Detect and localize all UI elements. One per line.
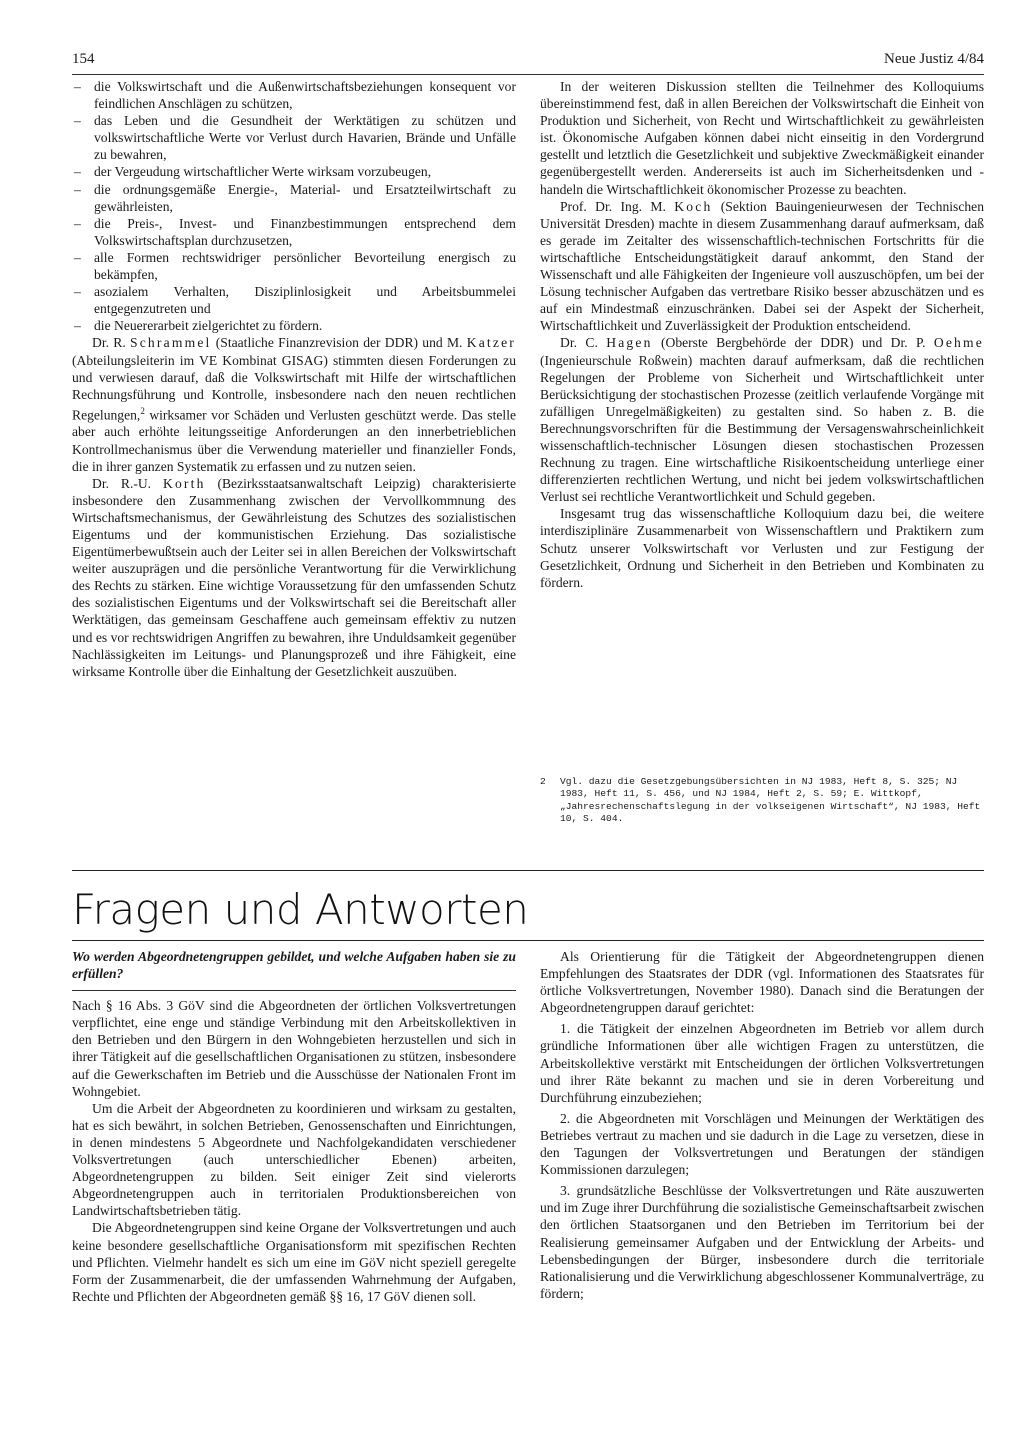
list-item: – die Volkswirtschaft und die Außenwirtschaftsbeziehungen konsequent vor feindlichen Anschlägen zu schützen, (72, 78, 516, 112)
question-heading: Wo werden Abgeordnetengruppen gebildet, und welche Aufgaben haben sie zu erfüllen? (72, 949, 516, 982)
footnote-text: Vgl. dazu die Gesetzgebungsübersichten in NJ 1983, Heft 8, S. 325; NJ 1983, Heft 11, S. 456, und NJ 1984, Heft 2, S. 59; E. Wittkopf, „Jahresrechenschaftslegung in der volkseigenen Wirtschaft“, NJ 1983, Heft 10, S. 404. (560, 776, 981, 824)
list-item: – die Neuererarbeit zielgerichtet zu fördern. (72, 317, 516, 334)
demands-list (72, 78, 516, 334)
list-item: – das Leben und die Gesundheit der Werktätigen zu schützen und volkswirtschaftliche Werte vor Verlust durch Havarien, Brände und Unfälle zu bewahren, (72, 112, 516, 163)
qa-left-column (72, 948, 516, 1305)
page-header (72, 50, 984, 75)
right-column-top (540, 78, 984, 591)
author-name: Hagen (606, 335, 653, 351)
paragraph-discussion: In der weiteren Diskussion stellten die Teilnehmer des Kolloquiums übereinstimmend fest, daß in allen Bereichen der Volkswirtschaft die Einheit von Produktion und Sicherheit, von Recht und Wirtschaftlichkeit zu gewährleisten ist. Ökonomische Aufgaben können dabei nicht einseitig in den Vordergrund gestellt und letztlich die Gesetzlichkeit und subjektive Zweckmäßigkeit einander gegenübergestellt werden. Andererseits ist auch im Sicherheitsdenken und -handeln die Wirtschaftlichkeit ökonomischer Prozesse zu beachten. (540, 79, 984, 197)
section-rule (72, 940, 984, 941)
numbered-item-3: 3. grundsätzliche Beschlüsse der Volksvertretungen und Räte auszuwerten und im Zuge ihrer Durchführung die sozialistische Gemeinschaftsarbeit zwischen den örtlichen Staatsorganen und den Betrieben im Territorium bei der Realisierung gemeinsamer Aufgaben und der Entwicklung der Arbeits- und Lebensbedingungen der Bürger, insbesondere durch die territoriale Rationalisierung und die Verwirklichung abgeschlossener Kommunalverträge, zu fördern; (540, 1183, 984, 1301)
paragraph-hagen-oehme: Dr. C. Hagen (Oberste Bergbehörde der DDR) und Dr. P. Oehme (Ingenieurschule Roßwein) machten darauf aufmerksam, daß die rechtlichen Regelungen der Probleme von Sicherheit und Wirtschaftlichkeit unter Berücksichtigung der stochastischen Prozesse (zeitlich verlaufende Vorgänge mit zufälligen Unregelmäßigkeiten) zu gestalten sind. So haben z. B. die Berechnungsvorschriften für die Bestimmung der Versagenswahrscheinlichkeit wissenschaftlich-technischer Lösungen diesen stochastischen Prozessen Rechnung zu tragen. Eine wirtschaftliche Risikoentscheidung unterliege einer differenzierten rechtlichen Wertung, und nicht bei jedem volkswirtschaftlichen Verlust sei rechtliche Verantwortlichkeit und Schuld gegeben. (540, 335, 984, 505)
paragraph-schrammel: Dr. R. Schrammel (Staatliche Finanzrevision der DDR) und M. Katzer (Abteilungsleiterin im VE Kombinat GISAG) stimmten diesen Forderungen zu und verwiesen darauf, daß die Volkswirtschaft mit Hilfe der wirtschaftlichen Rechnungsführung und Kontrolle, insbesondere nach den neuen rechtlichen Regelungen,$^2$ wirksamer vor Schäden und Verlusten geschützt werde. Das stelle aber auch erhöhte leitungsseitige Anforderungen an den innerbetrieblichen Kontrollmechanismus über die Verwendung materieller und finanzieller Fonds, die in ihrer ganzen Systematik zu erfassen und zu nutzen seien. (72, 335, 516, 474)
footnote-number: 2 (540, 776, 546, 787)
footnote (540, 776, 984, 825)
author-name: Korth (162, 475, 206, 491)
paragraph-answer-3: Die Abgeordnetengruppen sind keine Organe der Volksvertretungen und auch keine besondere gesellschaftliche Organisationsform mit spezifischen Rechten und Pflichten. Vielmehr handelt es sich um eine im GöV nicht speziell geregelte Form der Zusammenarbeit, die der umfassenden Wahrnehmung der Aufgaben, Rechte und Pflichten der Abgeordneten gemäß §§ 16, 17 GöV dienen soll. (72, 1220, 516, 1304)
list-item: – die ordnungsgemäße Energie-, Material- und Ersatzteilwirtschaft zu gewährleisten, (72, 181, 516, 215)
paragraph-koch: Prof. Dr. Ing. M. Koch (Sektion Bauingenieurwesen der Technischen Universität Dresden) machte in diesem Zusammenhang darauf aufmerksam, daß es gerade im Zeitalter des wissenschaftlich-technischen Fortschritts für die wirtschaftliche Entscheidungstätigkeit darauf ankommt, den Stand der Wissenschaft und alle Fähigkeiten der Ingenieure voll auszuschöpfen, um bei der Lösung technischer Aufgaben das vertretbare Risiko besser abzuschätzen und es auf ein Mindestmaß einzuschränken. Dabei sei der Aspekt der Sicherheit, Wirtschaftlichkeit und Zuverlässigkeit der Produktion entscheidend. (540, 198, 984, 334)
paragraph-conclusion: Insgesamt trug das wissenschaftliche Kolloquium dazu bei, die weitere interdisziplinäre Zusammenarbeit von Wissenschaftlern und Praktikern zum Schutz unserer Volkswirtschaft vor Verlusten und zur Festigung der Gesetzlichkeit, Ordnung und Sicherheit in den Betrieben und Kombinaten zu fördern. (540, 506, 984, 590)
numbered-item-2: 2. die Abgeordneten mit Vorschlägen und Meinungen der Werktätigen des Betriebes vertraut zu machen und sie dadurch in die Lage zu versetzen, diese in den Tagungen der Volksvertretungen und Beratungen der ständigen Kommissionen darzulegen; (540, 1110, 984, 1178)
journal-issue: Neue Justiz 4/84 (884, 51, 984, 67)
author-name: Katzer (466, 335, 516, 351)
author-name: Schrammel (129, 335, 212, 351)
page-number: 154 (72, 51, 95, 67)
paragraph-korth: Dr. R.-U. Korth (Bezirksstaatsanwaltschaft Leipzig) charakterisierte insbesondere den Zusammenhang zwischen der Vervollkommnung des Wirtschaftsmechanismus, der Gewährleistung des Schutzes des sozialistischen Eigentums und der kommunistischen Erziehung. Das sozialistische Eigentümerbewußtsein auch der Leiter sei in allen Bereichen der Volkswirtschaft weiter auszuprägen und die persönliche Verantwortung für die Verwirklichung des Rechts zu stärken. Eine wichtige Voraussetzung für den umfassenden Schutz des sozialistischen Eigentums und der Volkswirtschaft sei die Bereitschaft aller Werktätigen, das gemeinsam Geschaffene auch gemeinsam effektiv zu nutzen und es vor rechtswidrigen Angriffen zu bewahren, ihre Unduldsamkeit gegenüber Nachlässigkeiten im Leitungs- und Planungsprozeß und ihre Fähigkeit, eine wirksame Kontrolle über die Einhaltung der Gesetzlichkeit auszuüben. (72, 475, 516, 679)
list-item: – alle Formen rechtswidriger persönlicher Bevorteilung energisch zu bekämpfen, (72, 249, 516, 283)
paragraph-answer-2: Um die Arbeit der Abgeordneten zu koordinieren und wirksam zu gestalten, hat es sich bewährt, in solchen Betrieben, Genossenschaften und Einrichtungen, in denen mindestens 5 Abgeordnete und Nachfolgekandidaten verschiedener Volksvertretungen (auch unterschiedlicher Ebenen) arbeiten, Abgeordnetengruppen zu bilden. Seit einiger Zeit sind vielerorts Abgeordnetengruppen auch in territorialen Produktionsbereichen von Landwirtschaftsbetrieben tätig. (72, 1100, 516, 1219)
section-title: Fragen und Antworten (72, 885, 529, 934)
list-item: – asozialem Verhalten, Disziplinlosigkeit und Arbeitsbummelei entgegenzutreten und (72, 283, 516, 317)
qa-right-column (540, 948, 984, 1302)
paragraph-orientation: Als Orientierung für die Tätigkeit der Abgeordnetengruppen dienen Empfehlungen des Staatsrates der DDR (vgl. Informationen des Staatsrates für örtliche Volksvertretungen, November 1980). Danach sind die Beratungen der Abgeordnetengruppen darauf gerichtet: (540, 949, 984, 1016)
section-rule (72, 870, 984, 871)
footnote-ref: 2 (140, 405, 145, 416)
author-name: Koch (674, 198, 713, 214)
question-rule (72, 990, 516, 991)
author-name: Oehme (933, 335, 984, 351)
numbered-item-1: 1. die Tätigkeit der einzelnen Abgeordneten im Betrieb vor allem durch gründliche Informationen über alle wichtigen Fragen zu unterstützen, die Arbeitskollektive verstärkt mit Entscheidungen der örtlichen Volksvertretungen und ihrer Räte bekannt zu machen und sie in deren Vorbereitung und Durchführung einzubeziehen; (540, 1021, 984, 1105)
list-item: – die Preis-, Invest- und Finanzbestimmungen entsprechend dem Volkswirtschaftsplan durchzusetzen, (72, 215, 516, 249)
left-column-top (72, 78, 516, 680)
list-item: – der Vergeudung wirtschaftlicher Werte wirksam vorzubeugen, (72, 163, 516, 180)
paragraph-answer-1: Nach § 16 Abs. 3 GöV sind die Abgeordneten der örtlichen Volksvertretungen verpflichtet, eine enge und ständige Verbindung mit den Arbeitskollektiven in den Betrieben und den Bürgern in den Wohngebieten herzustellen und sich in ihrer Tätigkeit auf die gesellschaftlichen Organisationen zu stützen, insbesondere auf die Gewerkschaften im Betrieb und die Ausschüsse der Nationalen Front im Wohngebiet. (72, 998, 516, 1099)
